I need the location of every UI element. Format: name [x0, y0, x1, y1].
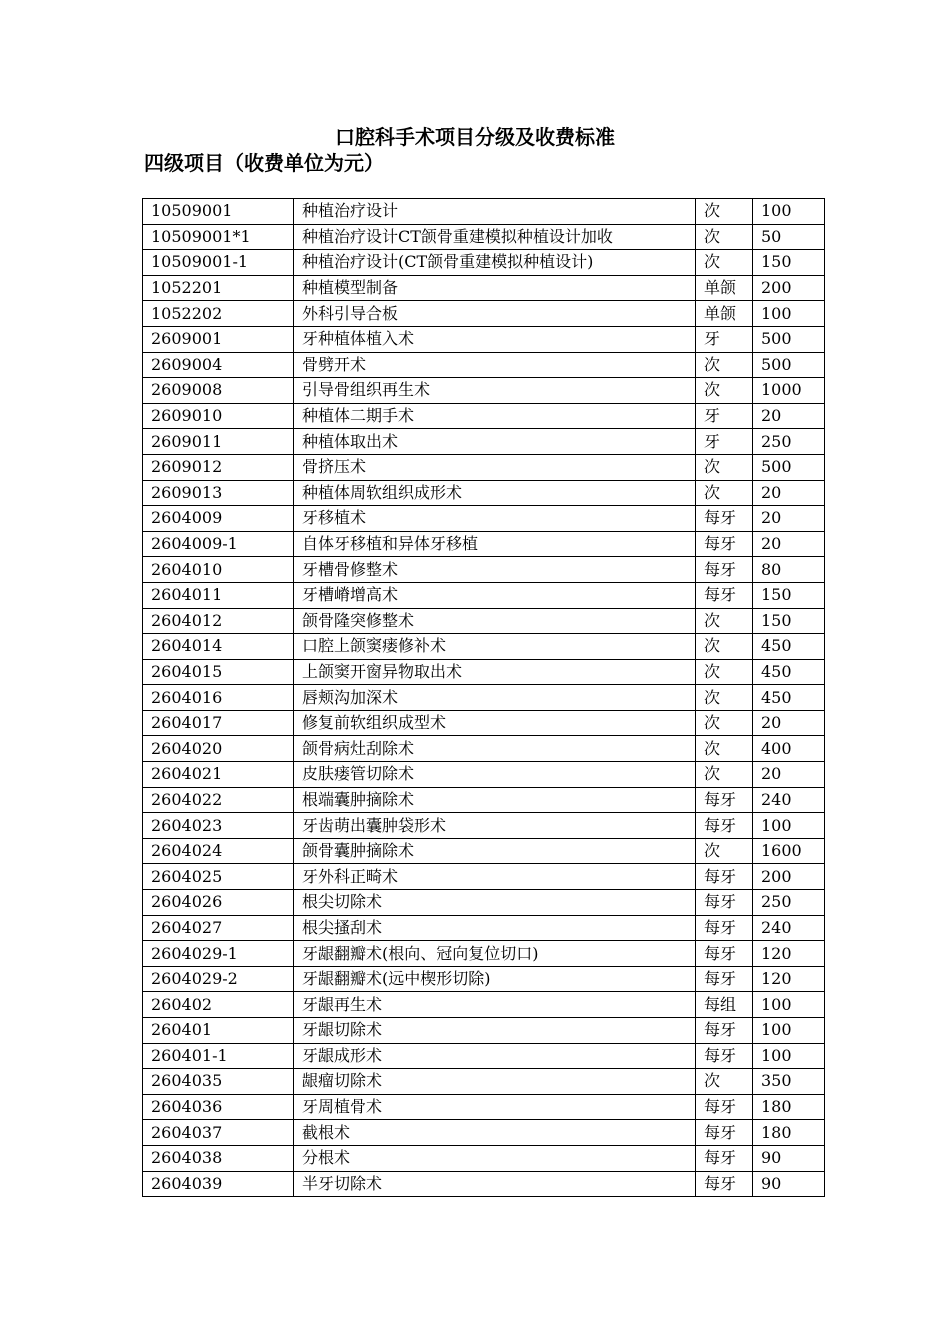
item-code-cell: 2604012 [143, 608, 294, 634]
item-code-cell: 2604017 [143, 710, 294, 736]
price-cell: 400 [753, 736, 825, 762]
item-name-cell: 牙龈翻瓣术(根向、冠向复位切口) [294, 941, 696, 967]
item-name-cell: 种植体取出术 [294, 429, 696, 455]
price-cell: 180 [753, 1094, 825, 1120]
item-code-cell: 2604014 [143, 634, 294, 660]
item-name-cell: 外科引导合板 [294, 301, 696, 327]
item-code-cell: 2604024 [143, 838, 294, 864]
unit-cell: 牙 [696, 403, 753, 429]
item-name-cell: 根端囊肿摘除术 [294, 787, 696, 813]
item-name-cell: 牙移植术 [294, 506, 696, 532]
item-name-cell: 唇颊沟加深术 [294, 685, 696, 711]
fee-table-body [143, 199, 825, 1197]
unit-cell: 每牙 [696, 813, 753, 839]
unit-cell: 次 [696, 480, 753, 506]
table-row [143, 966, 825, 992]
price-cell: 1600 [753, 838, 825, 864]
table-row [143, 659, 825, 685]
item-name-cell: 牙龈翻瓣术(远中楔形切除) [294, 966, 696, 992]
unit-cell: 每牙 [696, 1145, 753, 1171]
price-cell: 500 [753, 454, 825, 480]
item-name-cell: 颌骨隆突修整术 [294, 608, 696, 634]
table-row [143, 582, 825, 608]
price-cell: 240 [753, 787, 825, 813]
table-row [143, 1018, 825, 1044]
price-cell: 20 [753, 403, 825, 429]
unit-cell: 次 [696, 1069, 753, 1095]
unit-cell: 单颌 [696, 301, 753, 327]
item-code-cell: 2609001 [143, 326, 294, 352]
unit-cell: 每牙 [696, 1018, 753, 1044]
unit-cell: 每牙 [696, 1043, 753, 1069]
price-cell: 50 [753, 224, 825, 250]
table-row [143, 634, 825, 660]
unit-cell: 每牙 [696, 1171, 753, 1197]
unit-cell: 次 [696, 762, 753, 788]
item-code-cell: 1052202 [143, 301, 294, 327]
price-cell: 500 [753, 326, 825, 352]
table-row [143, 429, 825, 455]
price-cell: 100 [753, 1018, 825, 1044]
unit-cell: 每牙 [696, 557, 753, 583]
item-code-cell: 260401-1 [143, 1043, 294, 1069]
unit-cell: 次 [696, 838, 753, 864]
item-name-cell: 自体牙移植和异体牙移植 [294, 531, 696, 557]
item-name-cell: 皮肤瘘管切除术 [294, 762, 696, 788]
item-name-cell: 牙龈成形术 [294, 1043, 696, 1069]
item-name-cell: 牙周植骨术 [294, 1094, 696, 1120]
item-code-cell: 2604038 [143, 1145, 294, 1171]
price-cell: 100 [753, 1043, 825, 1069]
section-subtitle: 四级项目（收费单位为元） [144, 151, 384, 175]
table-row [143, 915, 825, 941]
table-row [143, 250, 825, 276]
unit-cell: 次 [696, 378, 753, 404]
price-cell: 450 [753, 634, 825, 660]
item-name-cell: 牙外科正畸术 [294, 864, 696, 890]
item-name-cell: 牙槽嵴增高术 [294, 582, 696, 608]
item-code-cell: 2604022 [143, 787, 294, 813]
price-cell: 20 [753, 480, 825, 506]
unit-cell: 次 [696, 454, 753, 480]
item-code-cell: 2609013 [143, 480, 294, 506]
item-name-cell: 龈瘤切除术 [294, 1069, 696, 1095]
table-row [143, 1069, 825, 1095]
item-code-cell: 2604020 [143, 736, 294, 762]
item-name-cell: 颌骨囊肿摘除术 [294, 838, 696, 864]
price-cell: 100 [753, 813, 825, 839]
unit-cell: 每牙 [696, 582, 753, 608]
price-cell: 240 [753, 915, 825, 941]
price-cell: 180 [753, 1120, 825, 1146]
price-cell: 20 [753, 762, 825, 788]
item-code-cell: 2609012 [143, 454, 294, 480]
item-code-cell: 2609010 [143, 403, 294, 429]
item-code-cell: 2604035 [143, 1069, 294, 1095]
unit-cell: 每牙 [696, 966, 753, 992]
price-cell: 150 [753, 250, 825, 276]
unit-cell: 次 [696, 199, 753, 225]
page-title: 口腔科手术项目分级及收费标准 [335, 125, 615, 149]
unit-cell: 次 [696, 250, 753, 276]
table-row [143, 1171, 825, 1197]
table-row [143, 531, 825, 557]
price-cell: 120 [753, 966, 825, 992]
item-code-cell: 2604029-1 [143, 941, 294, 967]
unit-cell: 每牙 [696, 506, 753, 532]
item-name-cell: 牙龈切除术 [294, 1018, 696, 1044]
item-name-cell: 半牙切除术 [294, 1171, 696, 1197]
item-code-cell: 2604025 [143, 864, 294, 890]
item-code-cell: 2604027 [143, 915, 294, 941]
item-code-cell: 2609008 [143, 378, 294, 404]
item-code-cell: 260402 [143, 992, 294, 1018]
unit-cell: 次 [696, 736, 753, 762]
unit-cell: 次 [696, 710, 753, 736]
item-name-cell: 口腔上颌窦瘘修补术 [294, 634, 696, 660]
price-cell: 20 [753, 506, 825, 532]
item-code-cell: 2604010 [143, 557, 294, 583]
table-row [143, 1120, 825, 1146]
table-row [143, 326, 825, 352]
table-row [143, 1094, 825, 1120]
price-cell: 450 [753, 685, 825, 711]
item-code-cell: 2604021 [143, 762, 294, 788]
item-code-cell: 2604037 [143, 1120, 294, 1146]
table-row [143, 762, 825, 788]
table-row [143, 710, 825, 736]
table-row [143, 378, 825, 404]
table-row [143, 838, 825, 864]
table-row [143, 454, 825, 480]
item-code-cell: 2604036 [143, 1094, 294, 1120]
item-code-cell: 2604029-2 [143, 966, 294, 992]
unit-cell: 次 [696, 224, 753, 250]
item-name-cell: 牙种植体植入术 [294, 326, 696, 352]
table-row [143, 506, 825, 532]
item-name-cell: 种植治疗设计CT颌骨重建模拟种植设计加收 [294, 224, 696, 250]
unit-cell: 每牙 [696, 787, 753, 813]
item-name-cell: 牙槽骨修整术 [294, 557, 696, 583]
price-cell: 450 [753, 659, 825, 685]
price-cell: 20 [753, 531, 825, 557]
item-name-cell: 种植治疗设计 [294, 199, 696, 225]
unit-cell: 每牙 [696, 890, 753, 916]
item-code-cell: 260401 [143, 1018, 294, 1044]
unit-cell: 次 [696, 352, 753, 378]
price-cell: 120 [753, 941, 825, 967]
table-row [143, 301, 825, 327]
unit-cell: 次 [696, 634, 753, 660]
table-row [143, 480, 825, 506]
item-code-cell: 2604016 [143, 685, 294, 711]
unit-cell: 每牙 [696, 941, 753, 967]
unit-cell: 每牙 [696, 864, 753, 890]
fee-table [142, 198, 825, 1197]
item-code-cell: 2604009-1 [143, 531, 294, 557]
item-code-cell: 2604026 [143, 890, 294, 916]
price-cell: 90 [753, 1145, 825, 1171]
unit-cell: 每组 [696, 992, 753, 1018]
unit-cell: 单颌 [696, 275, 753, 301]
unit-cell: 每牙 [696, 915, 753, 941]
price-cell: 500 [753, 352, 825, 378]
table-row [143, 403, 825, 429]
table-row [143, 813, 825, 839]
price-cell: 1000 [753, 378, 825, 404]
table-row [143, 224, 825, 250]
price-cell: 250 [753, 890, 825, 916]
item-name-cell: 颌骨病灶刮除术 [294, 736, 696, 762]
item-code-cell: 10509001-1 [143, 250, 294, 276]
unit-cell: 每牙 [696, 1094, 753, 1120]
price-cell: 200 [753, 864, 825, 890]
price-cell: 100 [753, 301, 825, 327]
table-row [143, 352, 825, 378]
item-name-cell: 引导骨组织再生术 [294, 378, 696, 404]
price-cell: 20 [753, 710, 825, 736]
table-row [143, 557, 825, 583]
price-cell: 90 [753, 1171, 825, 1197]
table-row [143, 1043, 825, 1069]
item-code-cell: 2604015 [143, 659, 294, 685]
item-name-cell: 种植体周软组织成形术 [294, 480, 696, 506]
unit-cell: 次 [696, 659, 753, 685]
item-code-cell: 10509001 [143, 199, 294, 225]
price-cell: 200 [753, 275, 825, 301]
item-code-cell: 2609004 [143, 352, 294, 378]
item-name-cell: 修复前软组织成型术 [294, 710, 696, 736]
table-row [143, 864, 825, 890]
item-name-cell: 牙齿萌出囊肿袋形术 [294, 813, 696, 839]
table-row [143, 685, 825, 711]
item-code-cell: 2604009 [143, 506, 294, 532]
unit-cell: 次 [696, 685, 753, 711]
price-cell: 100 [753, 992, 825, 1018]
price-cell: 350 [753, 1069, 825, 1095]
price-cell: 250 [753, 429, 825, 455]
unit-cell: 牙 [696, 429, 753, 455]
unit-cell: 每牙 [696, 531, 753, 557]
unit-cell: 每牙 [696, 1120, 753, 1146]
table-row [143, 608, 825, 634]
item-name-cell: 骨劈开术 [294, 352, 696, 378]
item-name-cell: 骨挤压术 [294, 454, 696, 480]
item-code-cell: 10509001*1 [143, 224, 294, 250]
unit-cell: 次 [696, 608, 753, 634]
item-name-cell: 种植模型制备 [294, 275, 696, 301]
item-name-cell: 分根术 [294, 1145, 696, 1171]
item-code-cell: 2604023 [143, 813, 294, 839]
table-row [143, 787, 825, 813]
table-row [143, 941, 825, 967]
item-name-cell: 种植体二期手术 [294, 403, 696, 429]
item-name-cell: 上颌窦开窗异物取出术 [294, 659, 696, 685]
price-cell: 150 [753, 608, 825, 634]
price-cell: 80 [753, 557, 825, 583]
table-row [143, 275, 825, 301]
table-row [143, 736, 825, 762]
price-cell: 150 [753, 582, 825, 608]
item-code-cell: 2604039 [143, 1171, 294, 1197]
item-name-cell: 根尖切除术 [294, 890, 696, 916]
item-name-cell: 种植治疗设计(CT颌骨重建模拟种植设计) [294, 250, 696, 276]
table-row [143, 199, 825, 225]
item-code-cell: 2604011 [143, 582, 294, 608]
item-code-cell: 2609011 [143, 429, 294, 455]
item-name-cell: 截根术 [294, 1120, 696, 1146]
item-name-cell: 牙龈再生术 [294, 992, 696, 1018]
unit-cell: 牙 [696, 326, 753, 352]
price-cell: 100 [753, 199, 825, 225]
item-name-cell: 根尖搔刮术 [294, 915, 696, 941]
item-code-cell: 1052201 [143, 275, 294, 301]
table-row [143, 890, 825, 916]
table-row [143, 992, 825, 1018]
table-row [143, 1145, 825, 1171]
